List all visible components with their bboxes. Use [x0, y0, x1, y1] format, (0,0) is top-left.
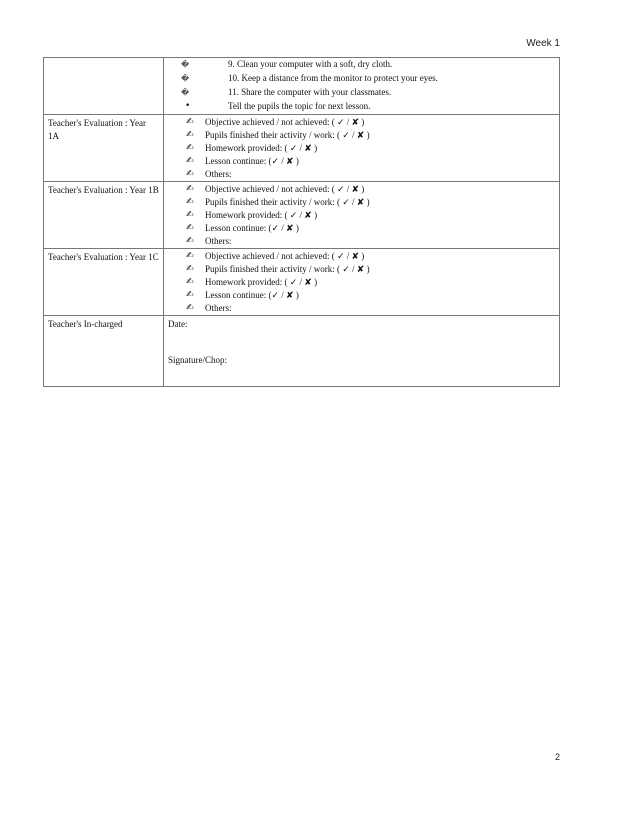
- writing-hand-icon: ✍: [186, 303, 194, 313]
- lesson-plan-table: [43, 57, 560, 387]
- bullet-icon: •: [185, 101, 191, 111]
- writing-hand-icon: ✍: [186, 223, 194, 233]
- evaluation-list: [164, 115, 555, 181]
- week-header: Week 1: [526, 38, 560, 49]
- evaluation-row-year-1b: [44, 182, 560, 249]
- list-item: ✍ Others:: [186, 303, 232, 313]
- evaluation-row-year-1c: [44, 249, 560, 316]
- writing-hand-icon: ✍: [186, 130, 194, 140]
- evaluation-label: Teacher's Evaluation : Year 1B: [44, 182, 164, 249]
- list-item: ✍ Objective achieved / not achieved: ( ✓ / ✘ ): [186, 251, 365, 261]
- writing-hand-icon: ✍: [186, 236, 194, 246]
- missing-glyph-icon: �: [181, 88, 190, 97]
- evaluation-row-year-1a: [44, 115, 560, 182]
- writing-hand-icon: ✍: [186, 117, 194, 127]
- writing-hand-icon: ✍: [186, 264, 194, 274]
- incharge-label: Teacher's In-charged: [44, 316, 164, 387]
- incharge-cell: [164, 316, 560, 387]
- incharge-block: [164, 316, 555, 386]
- incharge-row: [44, 316, 560, 387]
- writing-hand-icon: ✍: [186, 290, 194, 300]
- writing-hand-icon: ✍: [186, 277, 194, 287]
- list-item: ✍ Pupils finished their activity / work: ( ✓ / ✘ ): [186, 264, 370, 274]
- topic-step: • Tell the pupils the topic for next lesson.: [185, 101, 371, 111]
- list-item: ✍ Lesson continue: (✓ / ✘ ): [186, 156, 299, 166]
- evaluation-label: Teacher's Evaluation : Year 1A: [44, 115, 164, 182]
- writing-hand-icon: ✍: [186, 156, 194, 166]
- list-item: ✍ Pupils finished their activity / work: ( ✓ / ✘ ): [186, 130, 370, 140]
- evaluation-items-cell: [164, 182, 560, 249]
- step-list: [164, 58, 555, 100]
- list-item: ✍ Homework provided: ( ✓ / ✘ ): [186, 277, 318, 287]
- evaluation-list: [164, 182, 555, 248]
- topic-list: [164, 100, 555, 114]
- steps-row-label-cell: [44, 58, 164, 115]
- writing-hand-icon: ✍: [186, 210, 194, 220]
- writing-hand-icon: ✍: [186, 169, 194, 179]
- evaluation-list: [164, 249, 555, 315]
- page-number: 2: [554, 752, 560, 762]
- list-item: � 11. Share the computer with your classmates.: [181, 87, 392, 97]
- missing-glyph-icon: �: [181, 60, 190, 69]
- steps-row: [44, 58, 560, 115]
- list-item: ✍ Homework provided: ( ✓ / ✘ ): [186, 210, 318, 220]
- list-item: ✍ Lesson continue: (✓ / ✘ ): [186, 290, 299, 300]
- signature-label: Signature/Chop:: [168, 355, 227, 365]
- evaluation-items-cell: [164, 115, 560, 182]
- date-label: Date:: [168, 319, 188, 329]
- writing-hand-icon: ✍: [186, 197, 194, 207]
- steps-row-content-cell: [164, 58, 560, 115]
- list-item: ✍ Others:: [186, 169, 232, 179]
- list-item: ✍ Pupils finished their activity / work: ( ✓ / ✘ ): [186, 197, 370, 207]
- list-item: ✍ Others:: [186, 236, 232, 246]
- list-item: � 10. Keep a distance from the monitor to protect your eyes.: [181, 73, 438, 83]
- list-item: ✍ Homework provided: ( ✓ / ✘ ): [186, 143, 318, 153]
- writing-hand-icon: ✍: [186, 251, 194, 261]
- list-item: ✍ Lesson continue: (✓ / ✘ ): [186, 223, 299, 233]
- missing-glyph-icon: �: [181, 74, 190, 83]
- list-item: ✍ Objective achieved / not achieved: ( ✓ / ✘ ): [186, 184, 365, 194]
- writing-hand-icon: ✍: [186, 184, 194, 194]
- writing-hand-icon: ✍: [186, 143, 194, 153]
- evaluation-items-cell: [164, 249, 560, 316]
- list-item: ✍ Objective achieved / not achieved: ( ✓ / ✘ ): [186, 117, 365, 127]
- evaluation-label: Teacher's Evaluation : Year 1C: [44, 249, 164, 316]
- list-item: � 9. Clean your computer with a soft, dry cloth.: [181, 59, 393, 69]
